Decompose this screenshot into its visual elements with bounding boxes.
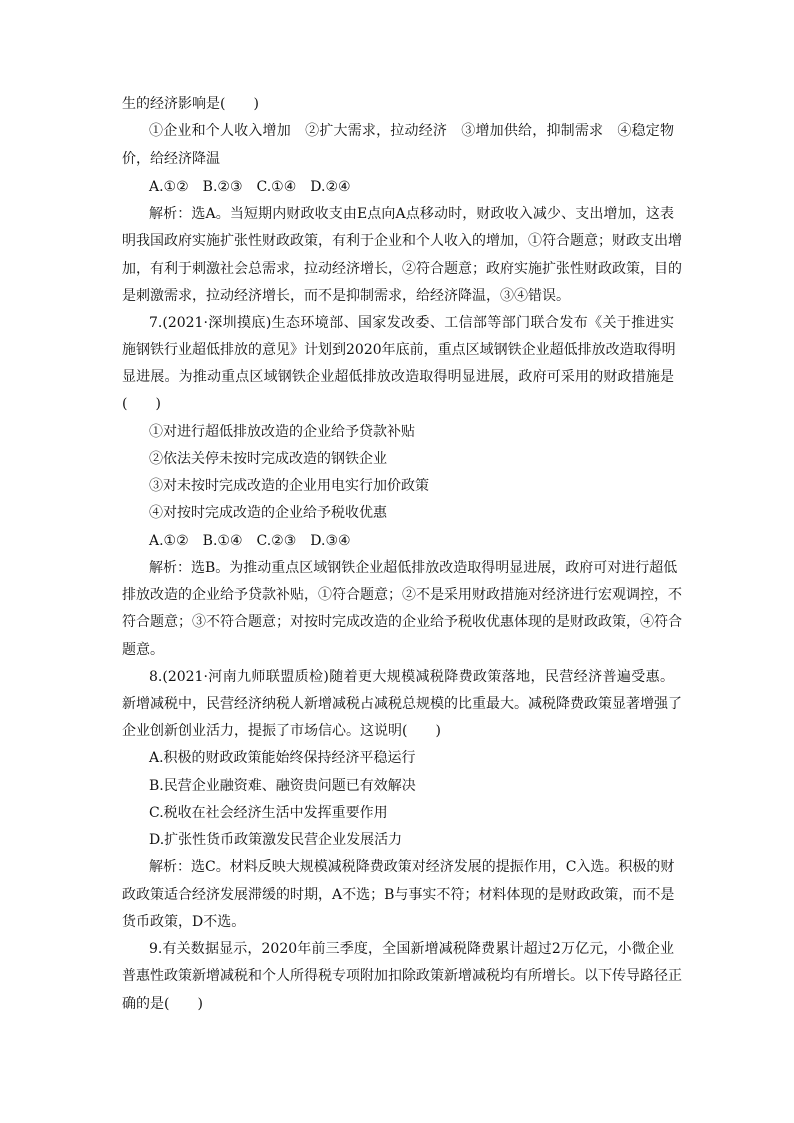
question-7-line-3: 显进展。为推动重点区域钢铁企业超低排放改造取得明显进展，政府可采用的财政措施是 — [122, 369, 674, 385]
question-9-line-2: 普惠性政策新增减税和个人所得税专项附加扣除政策新增减税均有所增长。以下传导路径正 — [122, 968, 682, 984]
q8-option-a: A.积极的财政政策能始终保持经济平稳运行 — [149, 750, 416, 766]
question-7-line-4: ( ) — [122, 396, 161, 412]
q8-analysis-line-1: 解析：选C。材料反映大规模减税降费政策对经济发展的提振作用，C入选。积极的财 — [149, 859, 675, 875]
q6-analysis-line-4: 是刺激需求，拉动经济增长，而不是抑制需求，给经济降温，③④错误。 — [122, 288, 570, 304]
q7-choices: A.①② B.①④ C.②③ D.③④ — [149, 533, 351, 549]
q7-option-3: ③对未按时完成改造的企业用电实行加价政策 — [149, 478, 429, 494]
q7-analysis-line-3: 符合题意；③不符合题意；对按时完成改造的企业给予税收优惠体现的是财政政策，④符合 — [122, 614, 682, 630]
q8-analysis-line-3: 货币政策，D不选。 — [122, 914, 246, 930]
q7-option-2: ②依法关停未按时完成改造的钢铁企业 — [149, 451, 387, 467]
q6-analysis-line-1: 解析：选A。当短期内财政收支由E点向A点移动时，财政收入减少、支出增加，这表 — [149, 206, 674, 222]
q7-analysis-line-4: 题意。 — [122, 642, 164, 658]
question-9-line-1: 9.有关数据显示，2020年前三季度，全国新增减税降费累计超过2万亿元，小微企业 — [149, 941, 674, 957]
q6-analysis-line-3: 加，有利于刺激社会总需求，拉动经济增长，②符合题意；政府实施扩张性财政政策，目的 — [122, 261, 682, 277]
q6-options-line-1: ①企业和个人收入增加 ②扩大需求，拉动经济 ③增加供给，抑制需求 ④稳定物 — [149, 123, 674, 139]
question-8-line-3: 企业创新创业活力，提振了市场信心。这说明( ) — [122, 723, 441, 739]
q7-option-1: ①对进行超低排放改造的企业给予贷款补贴 — [149, 424, 415, 440]
question-8-line-2: 新增减税中，民营经济纳税人新增减税占减税总规模的比重最大。减税降费政策显著增强了 — [122, 696, 682, 712]
question-7-line-2: 施钢铁行业超低排放的意见》计划到2020年底前，重点区域钢铁企业超低排放改造取得明 — [122, 342, 676, 358]
q6-analysis-line-2: 明我国政府实施扩张性财政政策，有利于企业和个人收入的增加，①符合题意；财政支出增 — [122, 233, 682, 249]
q8-option-c: C.税收在社会经济生活中发挥重要作用 — [149, 805, 388, 821]
q6-options-line-2: 价，给经济降温 — [122, 151, 220, 167]
q8-option-b: B.民营企业融资难、融资贵问题已有效解决 — [149, 778, 416, 794]
question-6-stem-end: 生的经济影响是( ) — [122, 96, 259, 112]
question-8-line-1: 8.(2021·河南九师联盟质检)随着更大规模减税降费政策落地，民营经济普遍受惠。 — [149, 669, 674, 685]
q7-analysis-line-1: 解析：选B。为推动重点区域钢铁企业超低排放改造取得明显进展，政府可对进行超低 — [149, 560, 678, 576]
q8-option-d: D.扩张性货币政策激发民营企业发展活力 — [149, 832, 403, 848]
question-7-line-1: 7.(2021·深圳摸底)生态环境部、国家发改委、工信部等部门联合发布《关于推进实 — [149, 315, 674, 331]
q6-choices: A.①② B.②③ C.①④ D.②④ — [149, 179, 351, 195]
q7-analysis-line-2: 排放改造的企业给予贷款补贴，①符合题意；②不是采用财政措施对经济进行宏观调控，不 — [122, 587, 682, 603]
q7-option-4: ④对按时完成改造的企业给予税收优惠 — [149, 505, 387, 521]
q8-analysis-line-2: 政政策适合经济发展滞缓的时期，A不选；B与事实不符；材料体现的是财政政策，而不是 — [122, 887, 675, 903]
question-9-line-3: 确的是( ) — [122, 996, 203, 1012]
